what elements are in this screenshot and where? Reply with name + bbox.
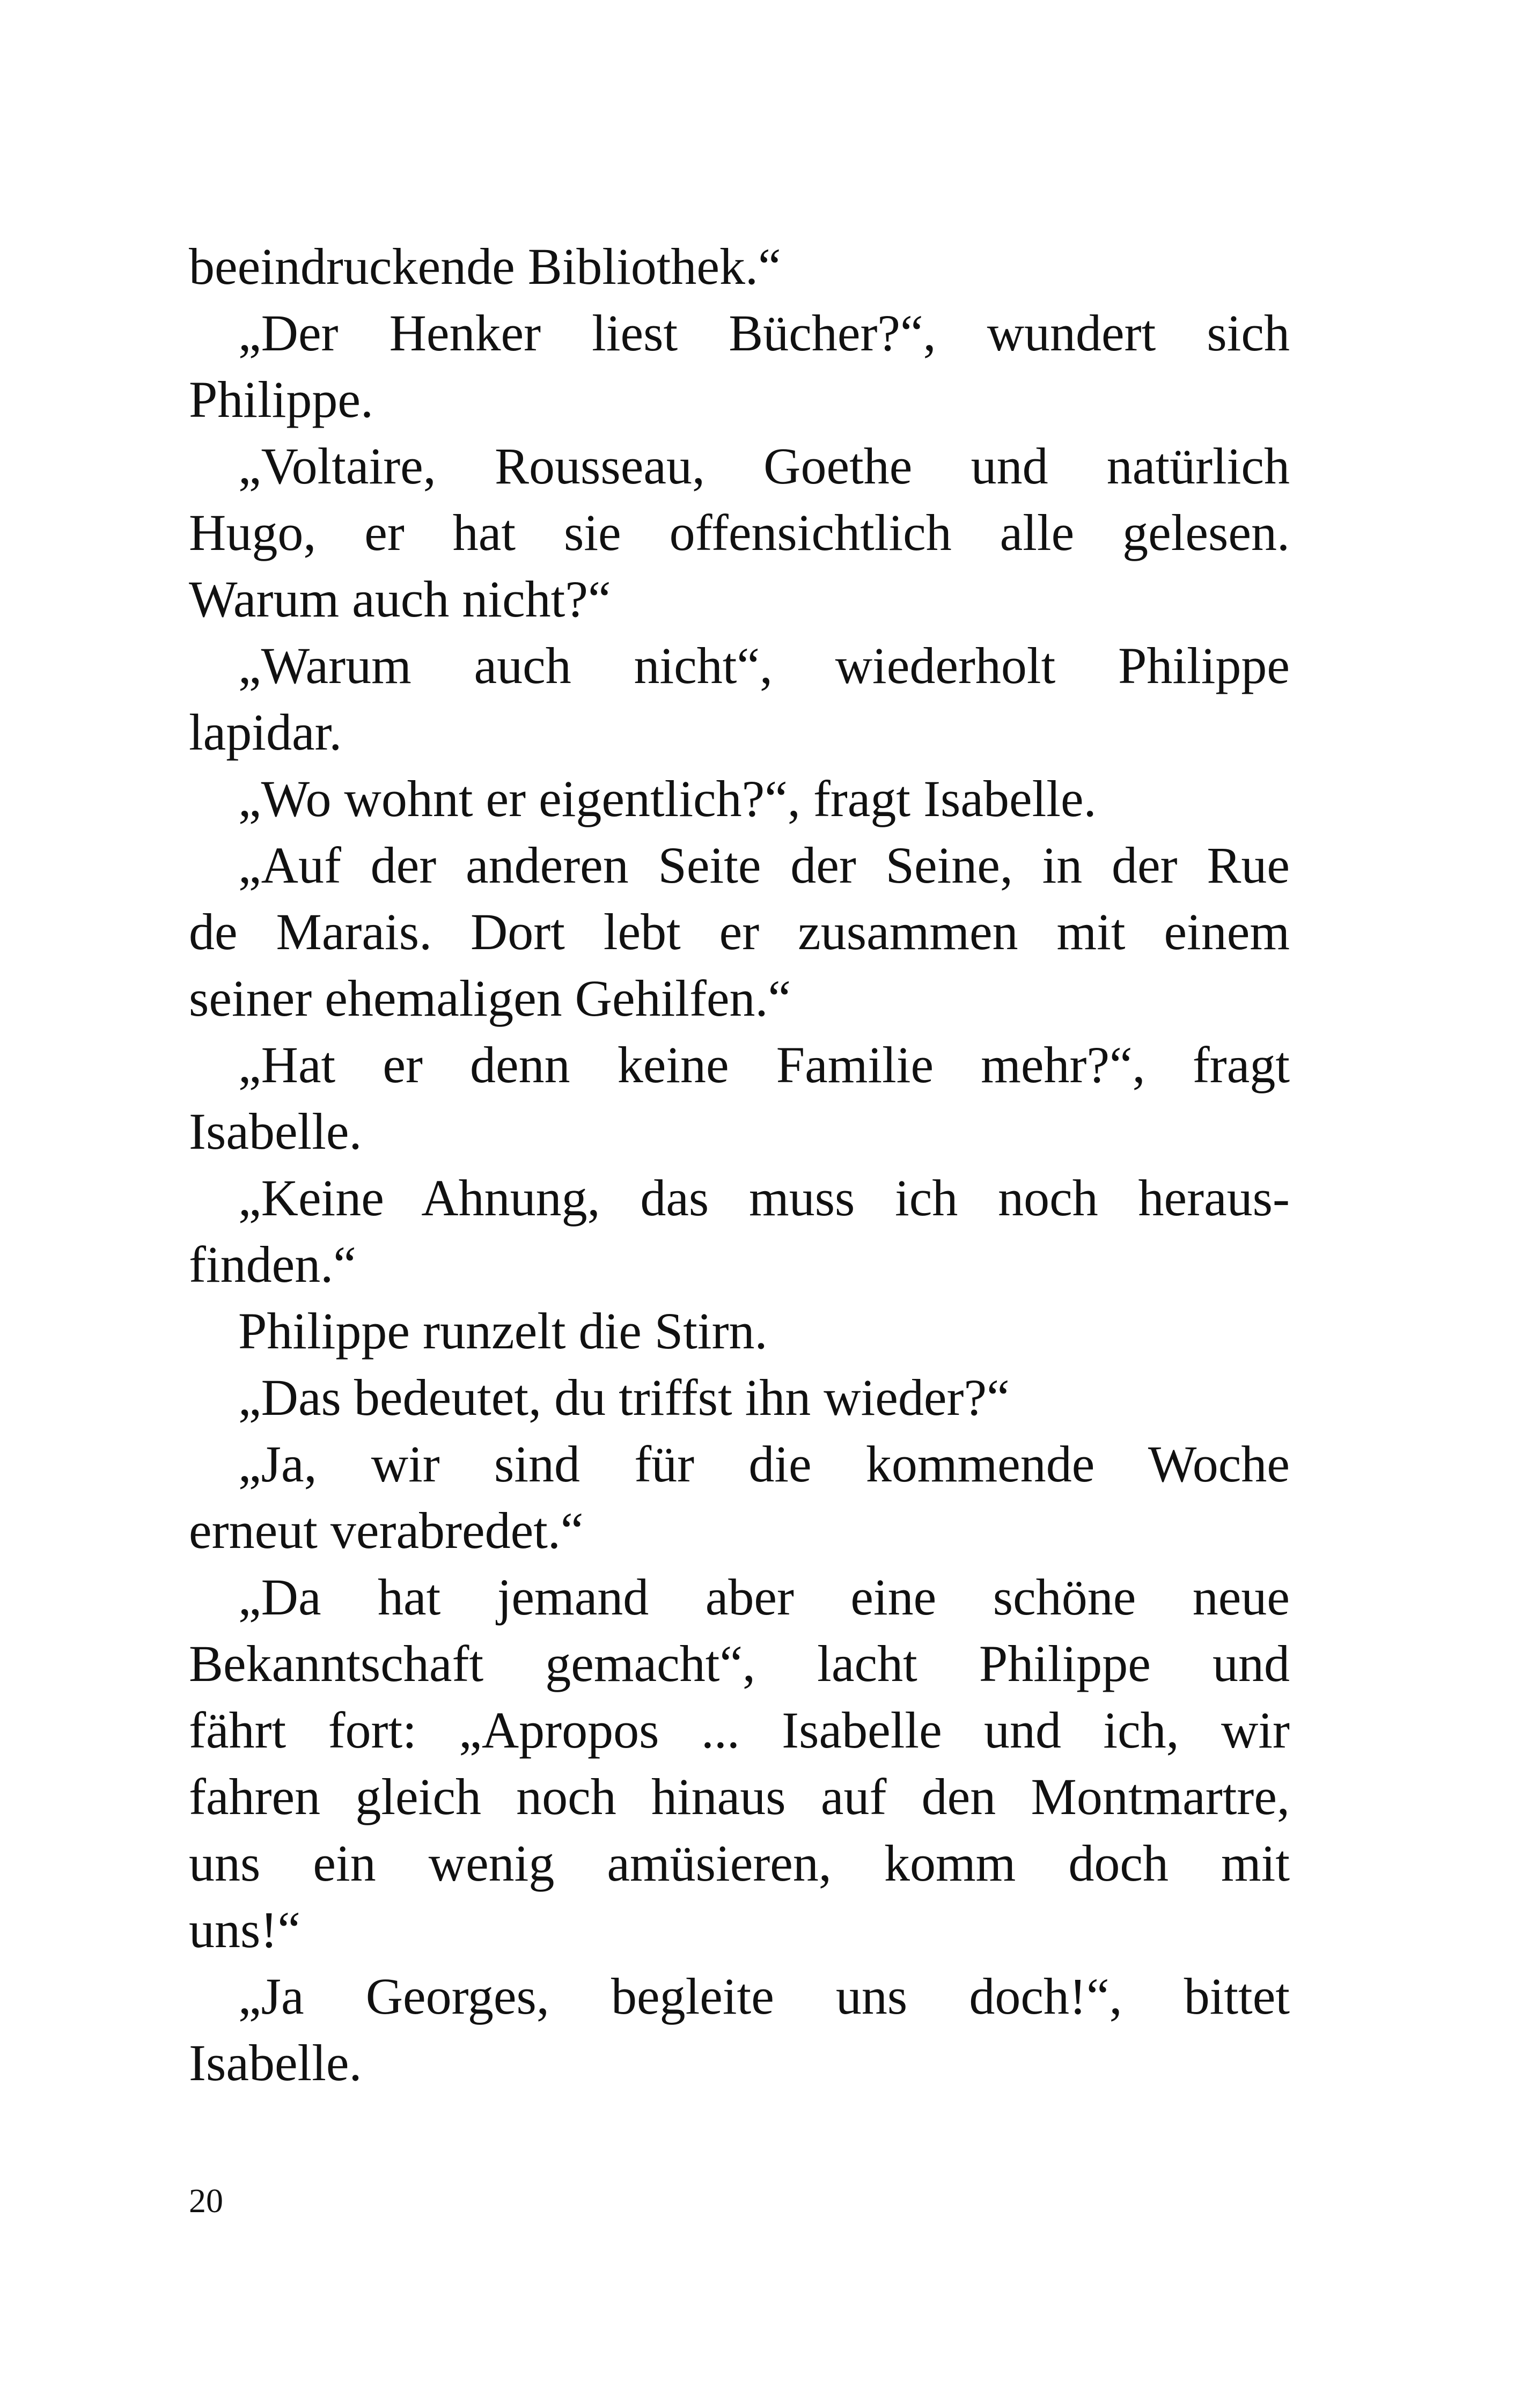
text-line: Isabelle. bbox=[189, 2034, 362, 2091]
text-line: Warum auch nicht?“ bbox=[189, 570, 611, 628]
text-line: fährt fort: „Apropos ... Isabelle und ich, wir bbox=[189, 1701, 1290, 1759]
text-line: erneut verabredet.“ bbox=[189, 1502, 584, 1559]
text-line: Hugo, er hat sie offensichtlich alle gelesen. bbox=[189, 504, 1290, 561]
text-line: lapidar. bbox=[189, 703, 342, 761]
text-line: de Marais. Dort lebt er zusammen mit einem bbox=[189, 903, 1290, 960]
text-line: „Wo wohnt er eigentlich?“, fragt Isabelle. bbox=[238, 770, 1097, 827]
text-line: „Auf der anderen Seite der Seine, in der Rue bbox=[238, 836, 1290, 894]
text-line: Philippe runzelt die Stirn. bbox=[238, 1302, 768, 1360]
text-line: Bekanntschaft gemacht“, lacht Philippe und bbox=[189, 1635, 1290, 1692]
text-line: „Voltaire, Rousseau, Goethe und natürlich bbox=[238, 437, 1290, 495]
book-page-body bbox=[189, 233, 1290, 2096]
text-line: uns ein wenig amüsieren, komm doch mit bbox=[189, 1834, 1290, 1892]
text-line: seiner ehemaligen Gehilfen.“ bbox=[189, 970, 791, 1027]
text-line: Isabelle. bbox=[189, 1103, 362, 1160]
text-line: fahren gleich noch hinaus auf den Montmartre, bbox=[189, 1768, 1290, 1825]
text-line: „Da hat jemand aber eine schöne neue bbox=[238, 1568, 1290, 1626]
text-line: „Ja Georges, begleite uns doch!“, bittet bbox=[238, 1967, 1290, 2025]
text-line: „Ja, wir sind für die kommende Woche bbox=[238, 1435, 1290, 1493]
text-line: „Keine Ahnung, das muss ich noch heraus- bbox=[238, 1169, 1290, 1227]
text-line: beeindruckende Bibliothek.“ bbox=[189, 238, 781, 295]
text-line: „Der Henker liest Bücher?“, wundert sich bbox=[238, 304, 1290, 362]
page-number: 20 bbox=[189, 2182, 223, 2220]
text-line: „Hat er denn keine Familie mehr?“, fragt bbox=[238, 1036, 1290, 1093]
text-line: Philippe. bbox=[189, 371, 374, 428]
text-line: finden.“ bbox=[189, 1236, 356, 1293]
text-line: „Das bedeutet, du triffst ihn wieder?“ bbox=[238, 1369, 1010, 1426]
text-line: uns!“ bbox=[189, 1901, 300, 1958]
text-line: „Warum auch nicht“, wiederholt Philippe bbox=[238, 637, 1290, 694]
